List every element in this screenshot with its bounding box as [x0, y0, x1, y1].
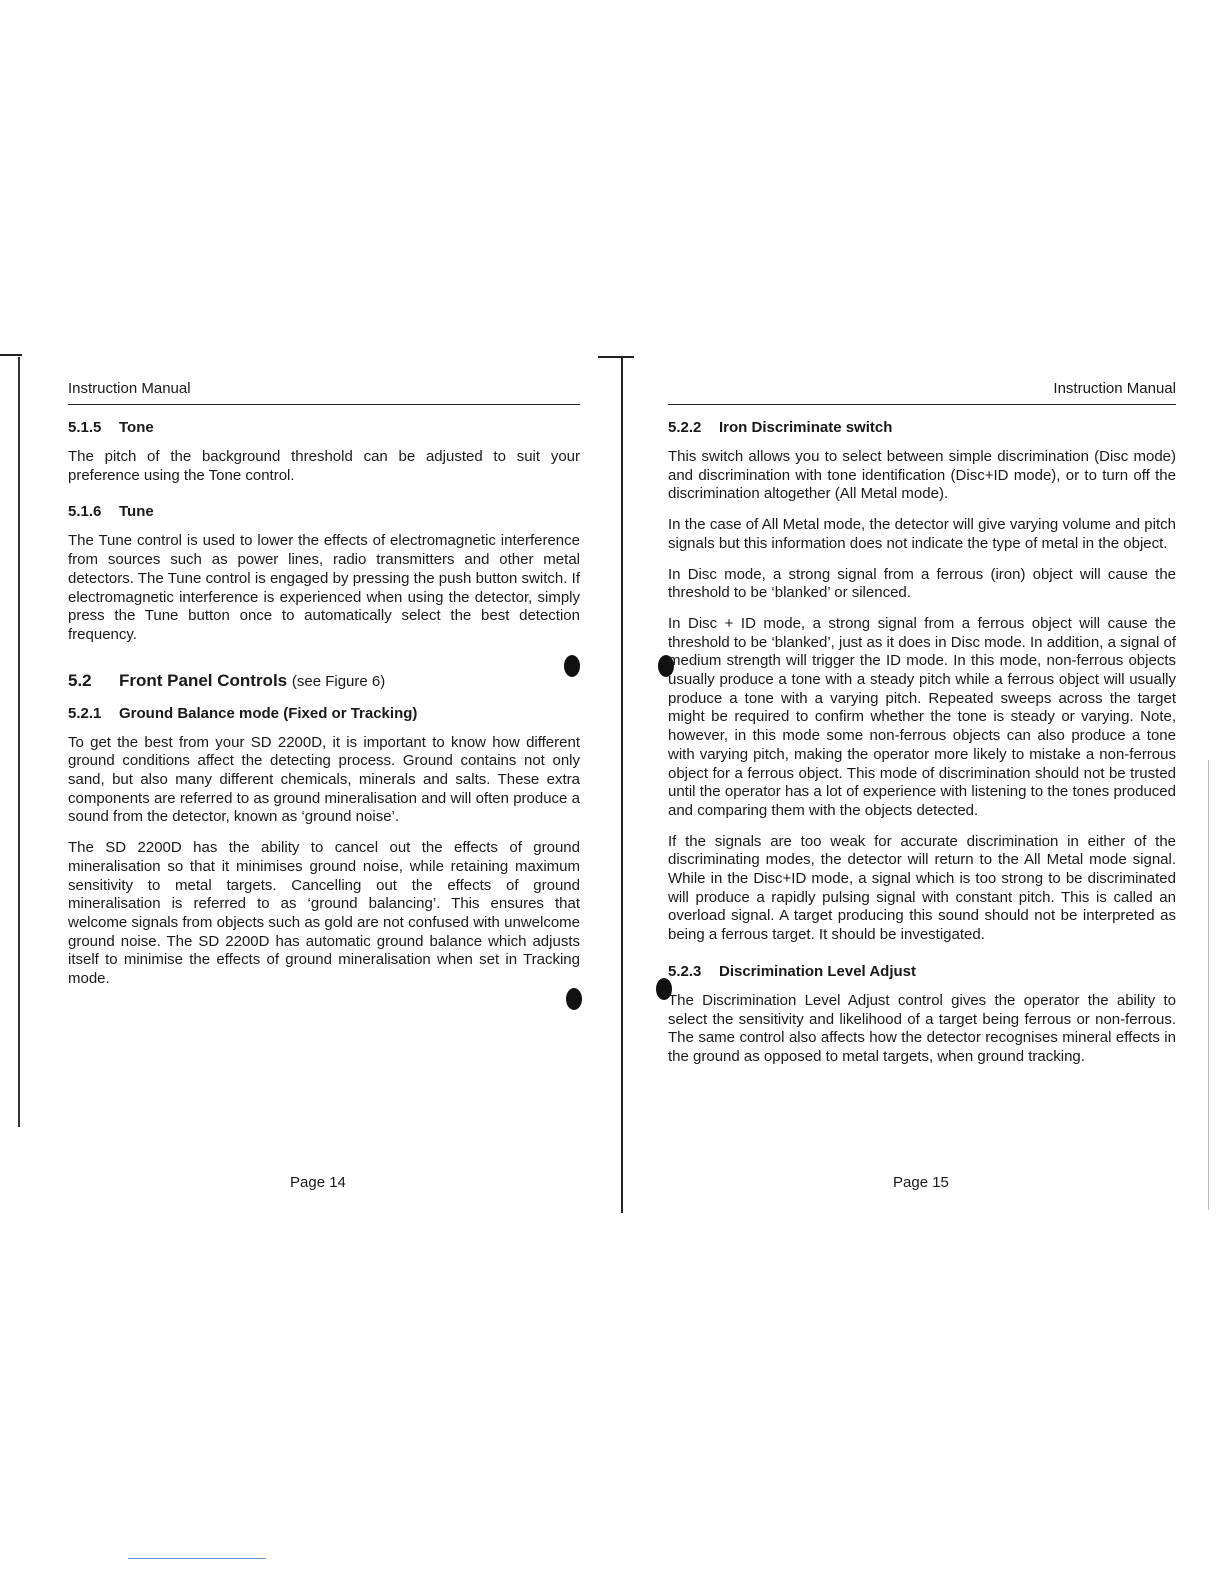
page-divider — [621, 357, 623, 1213]
paragraph: The pitch of the background threshold can be adjusted to suit your preference using the Tone control. — [68, 448, 580, 484]
section-heading: 5.1.5 Tone — [68, 419, 154, 436]
page-number: Page 15 — [893, 1174, 949, 1191]
paragraph: The Discrimination Level Adjust control gives the operator the ability to select the sensitivity and likelihood of a target being ferrous or non-ferrous. The same control also affects how the detector recognises mineral effects in the ground as opposed to metal targets, when ground tracking. — [668, 991, 1176, 1065]
left-corner-mark — [0, 354, 22, 356]
scan-artifact-line — [128, 1558, 266, 1559]
section-5-2-2 — [668, 419, 1176, 945]
left-page — [68, 380, 580, 1007]
paragraph: In the case of All Metal mode, the detector will give varying volume and pitch signals but this information does not indicate the type of metal in the object. — [668, 516, 1176, 552]
section-5-2-1 — [68, 705, 580, 989]
paragraph: The SD 2200D has the ability to cancel out the effects of ground mineralisation so that it minimises ground noise, while retaining maximum sensitivity to metal targets. Cancelling out the effects of ground mineralisation is referred to as ‘ground balancing’. This ensures that welcome signals from objects such as gold are not confused with unwelcome ground noise. The SD 2200D has automatic ground balance which adjusts itself to minimise the effects of ground mineralisation when set in Tracking mode. — [68, 839, 580, 988]
right-binding-edge — [1208, 760, 1209, 1210]
paragraph: If the signals are too weak for accurate discrimination in either of the discriminating modes, the detector will return to the All Metal mode signal. While in the Disc+ID mode, a signal which is too strong to be discriminated will produce a rapidly pulsing signal with constant pitch. This is called an overload signal. A target producing this sound should not be interpreted as being a ferrous target. It should be investigated. — [668, 832, 1176, 944]
section-5-1-5 — [68, 419, 580, 485]
paragraph: This switch allows you to select between simple discrimination (Disc mode) and discrimination with tone identification (Disc+ID mode), or to turn off the discrimination altogether (All Metal mode). — [668, 448, 1176, 503]
paragraph: In Disc mode, a strong signal from a ferrous (iron) object will cause the threshold to be ‘blanked’ or silenced. — [668, 565, 1176, 602]
paragraph: The Tune control is used to lower the effects of electromagnetic interference from sources such as power lines, radio transmitters and other metal detectors. The Tune control is engaged by pressing the push button switch. If electromagnetic interference is experienced when using the detector, simply press the Tune button once to automatically select the best detection frequency. — [68, 532, 580, 643]
section-5-1-6 — [68, 503, 580, 644]
section-heading: 5.2.1 Ground Balance mode (Fixed or Tracking) — [68, 704, 418, 722]
section-heading: 5.1.6 Tune — [68, 503, 154, 521]
divider-top-mark — [598, 356, 634, 358]
major-section-heading: 5.2 Front Panel Controls (see Figure 6) — [68, 670, 386, 690]
section-heading: 5.2.3 Discrimination Level Adjust — [668, 962, 916, 980]
running-header: Instruction Manual — [68, 380, 580, 405]
paragraph: To get the best from your SD 2200D, it is important to know how different ground conditions affect the detecting process. Ground contains not only sand, but also many different chemicals, minerals and salts. These extra components are referred to as ground mineralisation and will often produce a sound from the detector, known as ‘ground noise’. — [68, 733, 580, 826]
running-header: Instruction Manual — [668, 380, 1176, 405]
left-binding-edge — [18, 357, 20, 1127]
page-number: Page 14 — [290, 1174, 346, 1191]
section-5-2-3 — [668, 963, 1176, 1067]
section-heading: 5.2.2 Iron Discriminate switch — [668, 419, 893, 436]
right-page — [668, 380, 1176, 1085]
paragraph: In Disc + ID mode, a strong signal from a ferrous object will cause the threshold to be ‘blanked’, just as it does in Disc mode. In addition, a signal of medium strength will trigger the ID mode. In this mode, non-ferrous objects usually produce a tone with a steady pitch while a ferrous object will usually produce a tone with a varying pitch. Repeated sweeps across the target might be required to confirm whether the tone is steady or varying. Note, however, in this mode some non-ferrous objects can also produce a tone with varying pitch, making the operator more likely to mistake a non-ferrous object for a ferrous object. This mode of discrimination should not be trusted until the operator has a lot of experience with listening to the tones produced and comparing them with the objects detected. — [668, 614, 1176, 819]
